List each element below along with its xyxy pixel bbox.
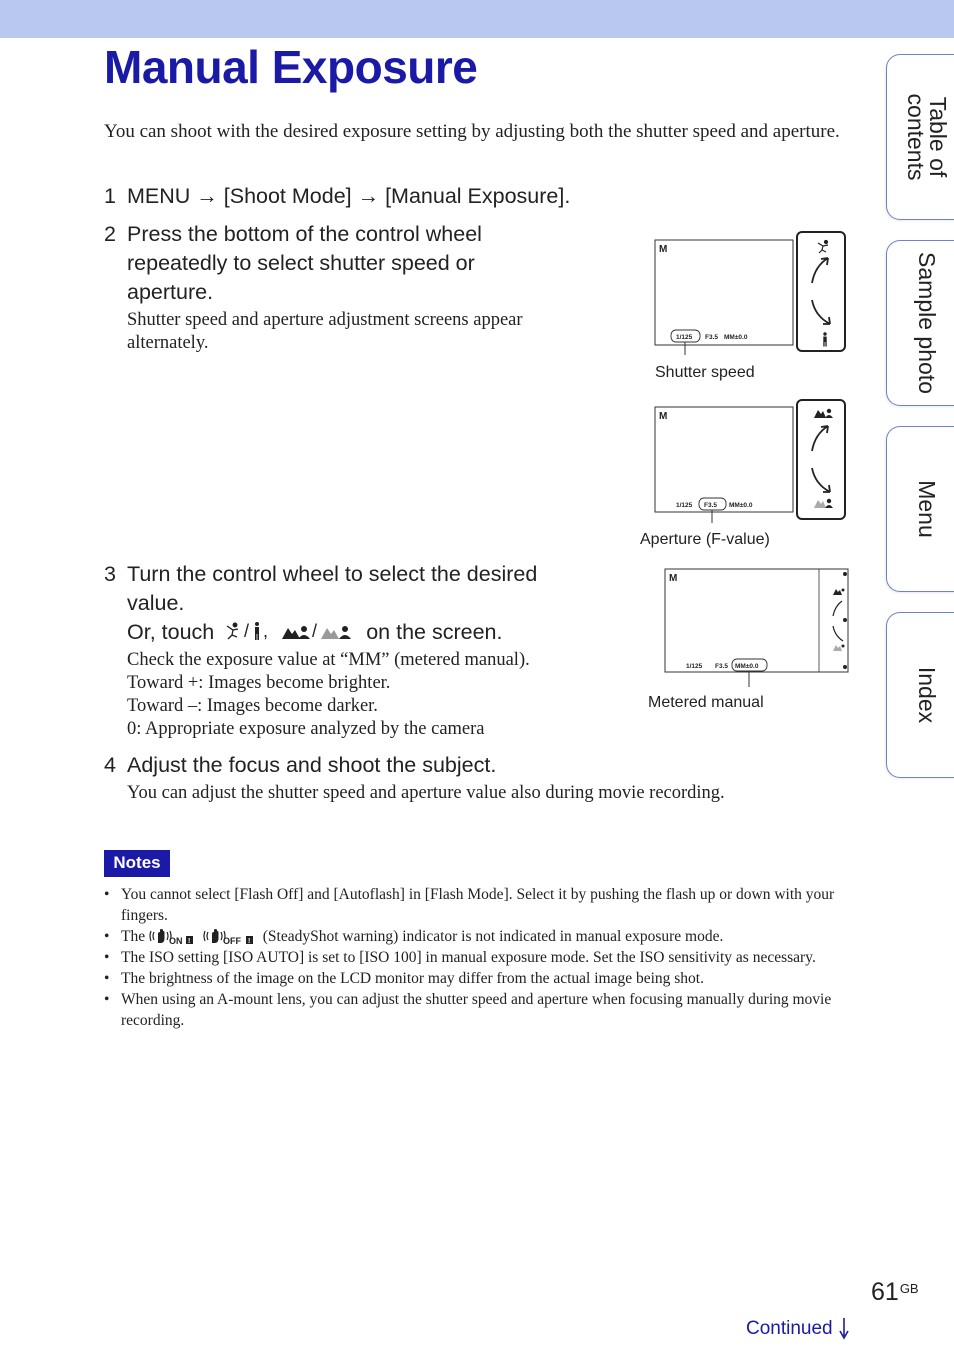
body-line: Check the exposure value at “MM” (metered manual). bbox=[127, 650, 530, 670]
page-number bbox=[871, 1278, 919, 1307]
fvalue-readout: F3.5 bbox=[704, 502, 718, 509]
step-text-line bbox=[127, 618, 502, 647]
step-text-line: Turn the control wheel to select the desired bbox=[127, 562, 538, 586]
steadyshot-on-icon bbox=[149, 927, 199, 945]
note-item bbox=[104, 926, 864, 947]
page-suffix: GB bbox=[899, 1281, 919, 1296]
step-number: 3 bbox=[104, 562, 116, 586]
notes-badge: Notes bbox=[104, 850, 170, 877]
continued-link[interactable] bbox=[746, 1316, 850, 1340]
speed-readout: 1/125 bbox=[676, 334, 693, 341]
page-number-value: 61 bbox=[871, 1278, 899, 1306]
speed-readout: 1/125 bbox=[676, 502, 693, 509]
svg-text:,: , bbox=[263, 621, 269, 641]
shutter-speed-figure bbox=[650, 228, 854, 356]
step-number: 4 bbox=[104, 753, 116, 777]
tab-label: Table of bbox=[925, 96, 951, 178]
fvalue-readout: F3.5 bbox=[705, 334, 719, 341]
tab-index[interactable] bbox=[886, 612, 954, 778]
note-text: (SteadyShot warning) indicator is not indicated in manual exposure mode. bbox=[262, 928, 724, 945]
shutter-speed-caption: Shutter speed bbox=[655, 364, 755, 381]
aperture-figure bbox=[650, 396, 854, 524]
metered-manual-caption: Metered manual bbox=[648, 694, 764, 711]
metered-manual-figure bbox=[660, 564, 854, 690]
mode-label: M bbox=[659, 244, 668, 255]
step-text-line: aperture. bbox=[127, 280, 214, 304]
body-line: 0: Appropriate exposure analyzed by the camera bbox=[127, 719, 485, 739]
note-item: • The brightness of the image on the LCD monitor may differ from the actual image being shot. bbox=[104, 968, 864, 989]
step-3-body bbox=[127, 649, 530, 741]
step-number: 1 bbox=[104, 184, 116, 208]
mm-readout: MM±0.0 bbox=[724, 334, 748, 341]
svg-text:!: ! bbox=[247, 938, 251, 945]
note-text: The bbox=[121, 928, 146, 945]
note-item: • When using an A-mount lens, you can adjust the shutter speed and aperture when focusing manually during movie recording. bbox=[104, 989, 864, 1031]
intro-text: You can shoot with the desired exposure setting by adjusting both the shutter speed and aperture. bbox=[104, 121, 840, 142]
speed-readout: 1/125 bbox=[686, 663, 703, 670]
touch-text: Or, touch bbox=[127, 620, 215, 644]
icon-on-text: ON bbox=[168, 936, 183, 945]
fvalue-readout: F3.5 bbox=[715, 663, 729, 670]
landscape-portrait-icon bbox=[282, 626, 310, 639]
mm-readout: MM±0.0 bbox=[735, 663, 759, 670]
note-item: • The ISO setting [ISO AUTO] is set to [ISO 100] in manual exposure mode. Set the ISO sensitivity as necessary. bbox=[104, 947, 864, 968]
dial-panel bbox=[797, 232, 845, 351]
tab-label: contents bbox=[903, 93, 929, 181]
body-line: Toward +: Images become brighter. bbox=[127, 673, 391, 693]
aperture-caption: Aperture (F-value) bbox=[640, 531, 770, 548]
tab-sample-photo[interactable] bbox=[886, 240, 954, 406]
steadyshot-off-icon bbox=[203, 927, 259, 945]
lcd-screen bbox=[665, 569, 848, 672]
tab-label: Index bbox=[914, 666, 940, 724]
step-text-line: repeatedly to select shutter speed or bbox=[127, 251, 475, 275]
step-text: MENU → [Shoot Mode] → [Manual Exposure]. bbox=[127, 184, 571, 208]
touch-icons bbox=[224, 620, 356, 642]
mm-readout: MM±0.0 bbox=[729, 502, 753, 509]
top-bar bbox=[0, 0, 954, 38]
step-number: 2 bbox=[104, 222, 116, 246]
step-text-line: Press the bottom of the control wheel bbox=[127, 222, 482, 246]
notes-list bbox=[104, 884, 864, 1031]
tab-menu[interactable] bbox=[886, 426, 954, 592]
tab-table-of-contents[interactable] bbox=[886, 54, 954, 220]
icon-off-text: OFF bbox=[222, 936, 241, 945]
step-text: Adjust the focus and shoot the subject. bbox=[127, 753, 497, 777]
tab-label: Menu bbox=[914, 480, 940, 538]
body-line: Shutter speed and aperture adjustment screens appear bbox=[127, 310, 523, 330]
note-item: • You cannot select [Flash Off] and [Autoflash] in [Flash Mode]. Select it by pushing the flash up or down with your fingers. bbox=[104, 884, 864, 926]
lcd-screen bbox=[655, 240, 793, 345]
tab-label: Sample photo bbox=[914, 252, 940, 394]
svg-text:/: / bbox=[312, 621, 318, 641]
arrow-down-icon bbox=[838, 1316, 850, 1340]
mode-label: M bbox=[669, 573, 678, 584]
touch-text-end: on the screen. bbox=[366, 620, 503, 644]
step-2-body bbox=[127, 309, 523, 355]
standing-person-icon bbox=[255, 622, 259, 640]
lcd-screen bbox=[655, 407, 793, 512]
sports-icon bbox=[227, 623, 238, 639]
step-4-body: You can adjust the shutter speed and aperture value also during movie recording. bbox=[127, 783, 725, 803]
step-text-line: value. bbox=[127, 591, 185, 615]
body-line: alternately. bbox=[127, 333, 209, 353]
svg-text:/: / bbox=[244, 621, 250, 641]
mode-label: M bbox=[659, 411, 668, 422]
blurred-portrait-icon bbox=[321, 626, 351, 639]
continued-label: Continued bbox=[746, 1318, 833, 1339]
page-title: Manual Exposure bbox=[104, 41, 478, 93]
svg-text:!: ! bbox=[187, 938, 191, 945]
body-line: Toward –: Images become darker. bbox=[127, 696, 378, 716]
